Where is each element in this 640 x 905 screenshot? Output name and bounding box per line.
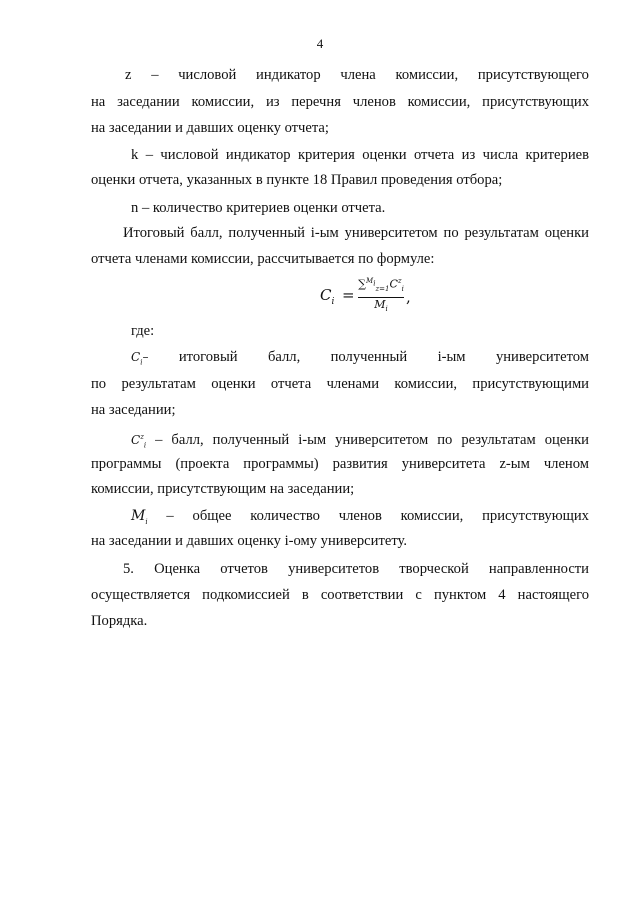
formula-fraction: [358, 274, 404, 316]
ciz-definition-line-2: программы (проекта программы) развития университета z-ым членом: [91, 456, 589, 472]
formula-comma: ,: [406, 288, 411, 306]
ci-definition-line-3: на заседании;: [91, 402, 176, 418]
ci-definition-line-1: $C_i-$ итоговый балл, полученный i-ым университетом: [131, 349, 590, 367]
k-definition-line-1: k – числовой индикатор критерия оценки отчета из числа критериев: [131, 147, 589, 163]
formula-lhs: $C_i$: [320, 286, 335, 307]
mi-definition-line-2: на заседании и давших оценку i-ому университету.: [91, 533, 407, 549]
total-score-line-1: Итоговый балл, полученный i-ым университетом по результатам оценки: [123, 225, 589, 241]
ci-definition-line-2: по результатам оценки отчета членами комиссии, присутствующими: [91, 376, 589, 392]
formula-numerator: $\sum^{M_i}_{z=1}C^z_i$: [358, 274, 404, 298]
total-score-line-2: отчета членами комиссии, рассчитывается по формуле:: [91, 251, 435, 267]
z-definition-line-2: на заседании комиссии, из перечня членов комиссии, присутствующих: [91, 94, 589, 110]
page-number: 4: [316, 36, 324, 51]
mi-symbol: $M_i$: [131, 508, 148, 526]
mi-definition-line-1: $M_i$ – общее количество членов комиссии, присутствующих: [131, 508, 589, 526]
where-label: где:: [131, 323, 155, 339]
formula-equals: =: [342, 286, 355, 304]
item-5-line-1: 5. Оценка отчетов университетов творческой направленности: [123, 561, 589, 577]
z-definition-line-1: z – числовой индикатор члена комиссии, присутствующего: [125, 67, 589, 83]
z-definition-line-3: на заседании и давших оценку отчета;: [91, 120, 329, 136]
item-5-line-3: Порядка.: [91, 613, 148, 629]
ciz-symbol: $C^z_i$: [131, 433, 147, 450]
ciz-definition-line-1: $C^z_i$ – балл, полученный i-ым университетом по результатам оценки: [131, 432, 589, 450]
k-definition-line-2: оценки отчета, указанных в пункте 18 Правил проведения отбора;: [91, 172, 503, 188]
formula-denominator: $M_i$: [374, 297, 388, 314]
ciz-definition-line-3: комиссии, присутствующим на заседании;: [91, 481, 355, 497]
ci-symbol: $C_i-$: [131, 350, 149, 367]
item-5-line-2: осуществляется подкомиссией в соответствии с пунктом 4 настоящего: [91, 587, 589, 603]
n-definition: n – количество критериев оценки отчета.: [131, 200, 386, 216]
